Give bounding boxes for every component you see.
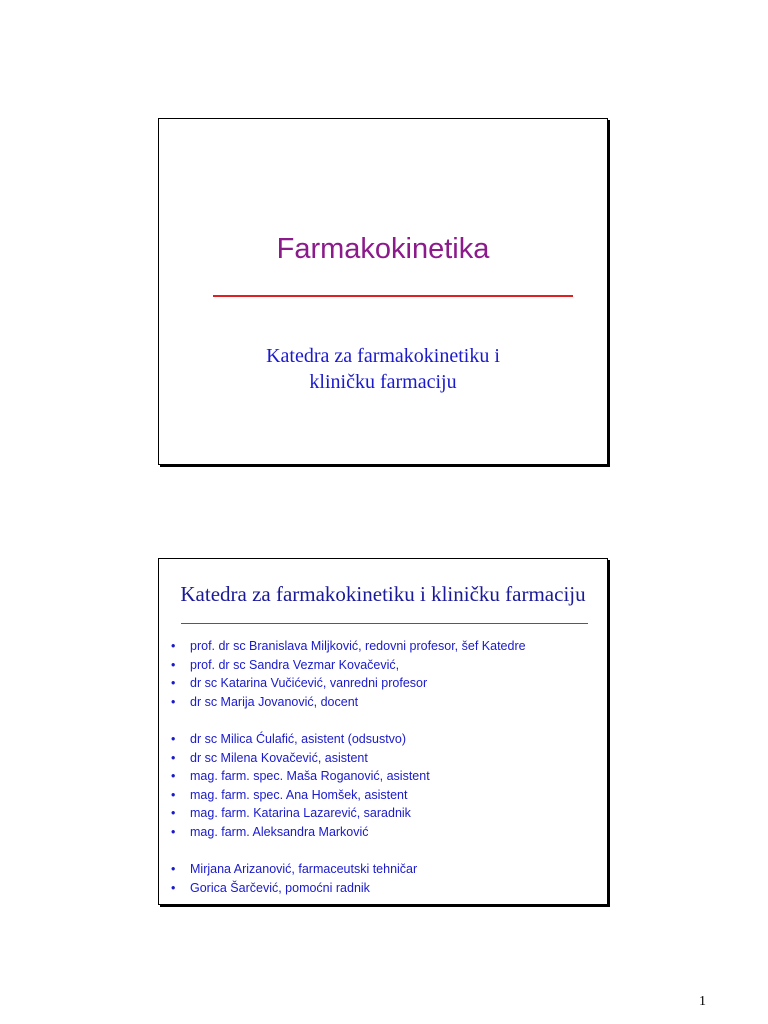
bullet-icon: •: [171, 806, 176, 821]
page-number: 1: [699, 994, 706, 1009]
list-item: [171, 674, 526, 693]
list-item-text: prof. dr sc Sandra Vezmar Kovačević,: [190, 657, 400, 672]
bullet-icon: •: [171, 676, 176, 691]
bullet-icon: •: [171, 824, 176, 839]
bullet-icon: •: [171, 694, 176, 709]
slide-1-divider: [213, 295, 573, 297]
slide-1-subtitle: [159, 343, 607, 395]
bullet-icon: •: [171, 880, 176, 895]
slide-2: [158, 558, 608, 905]
list-item: [171, 656, 526, 675]
list-spacer: [171, 711, 526, 730]
slide-1: [158, 118, 608, 465]
bullet-icon: •: [171, 657, 176, 672]
list-item: [171, 637, 526, 656]
slide-2-title: Katedra za farmakokinetiku i kliničku farmaciju: [180, 582, 586, 606]
list-item-text: dr sc Milena Kovačević, asistent: [190, 750, 368, 765]
list-item: [171, 730, 526, 749]
slide-1-subtitle-line-2: kliničku farmaciju: [309, 371, 457, 393]
slide-2-divider: [181, 623, 588, 624]
list-item-text: dr sc Katarina Vučićević, vanredni profesor: [190, 676, 428, 691]
list-item: [171, 767, 526, 786]
bullet-icon: •: [171, 750, 176, 765]
bullet-icon: •: [171, 769, 176, 784]
list-item-text: Gorica Šarčević, pomoćni radnik: [190, 880, 370, 895]
list-item: [171, 749, 526, 768]
list-item: [171, 879, 526, 898]
list-item-text: dr sc Marija Jovanović, docent: [190, 694, 359, 709]
list-item: [171, 804, 526, 823]
staff-list: [171, 637, 526, 897]
list-item-text: prof. dr sc Branislava Miljković, redovni profesor, šef Katedre: [190, 639, 526, 653]
list-item: [171, 693, 526, 712]
list-item-text: mag. farm. Aleksandra Marković: [190, 824, 369, 839]
list-item: [171, 786, 526, 805]
list-item-text: dr sc Milica Ćulafić, asistent (odsustvo): [190, 731, 407, 746]
bullet-icon: •: [171, 731, 176, 746]
list-item-text: mag. farm. spec. Maša Roganović, asistent: [190, 769, 430, 784]
list-item-text: mag. farm. spec. Ana Homšek, asistent: [190, 787, 408, 802]
list-item: [171, 823, 526, 842]
bullet-icon: •: [171, 787, 176, 802]
slide-1-subtitle-line-1: Katedra za farmakokinetiku i: [266, 345, 500, 367]
list-item-text: Mirjana Arizanović, farmaceutski tehničar: [190, 862, 418, 877]
bullet-icon: •: [171, 639, 176, 653]
list-item: [171, 860, 526, 879]
bullet-icon: •: [171, 862, 176, 877]
list-spacer: [171, 842, 526, 861]
list-item-text: mag. farm. Katarina Lazarević, saradnik: [190, 806, 411, 821]
slide-1-title: Farmakokinetika: [276, 233, 490, 265]
